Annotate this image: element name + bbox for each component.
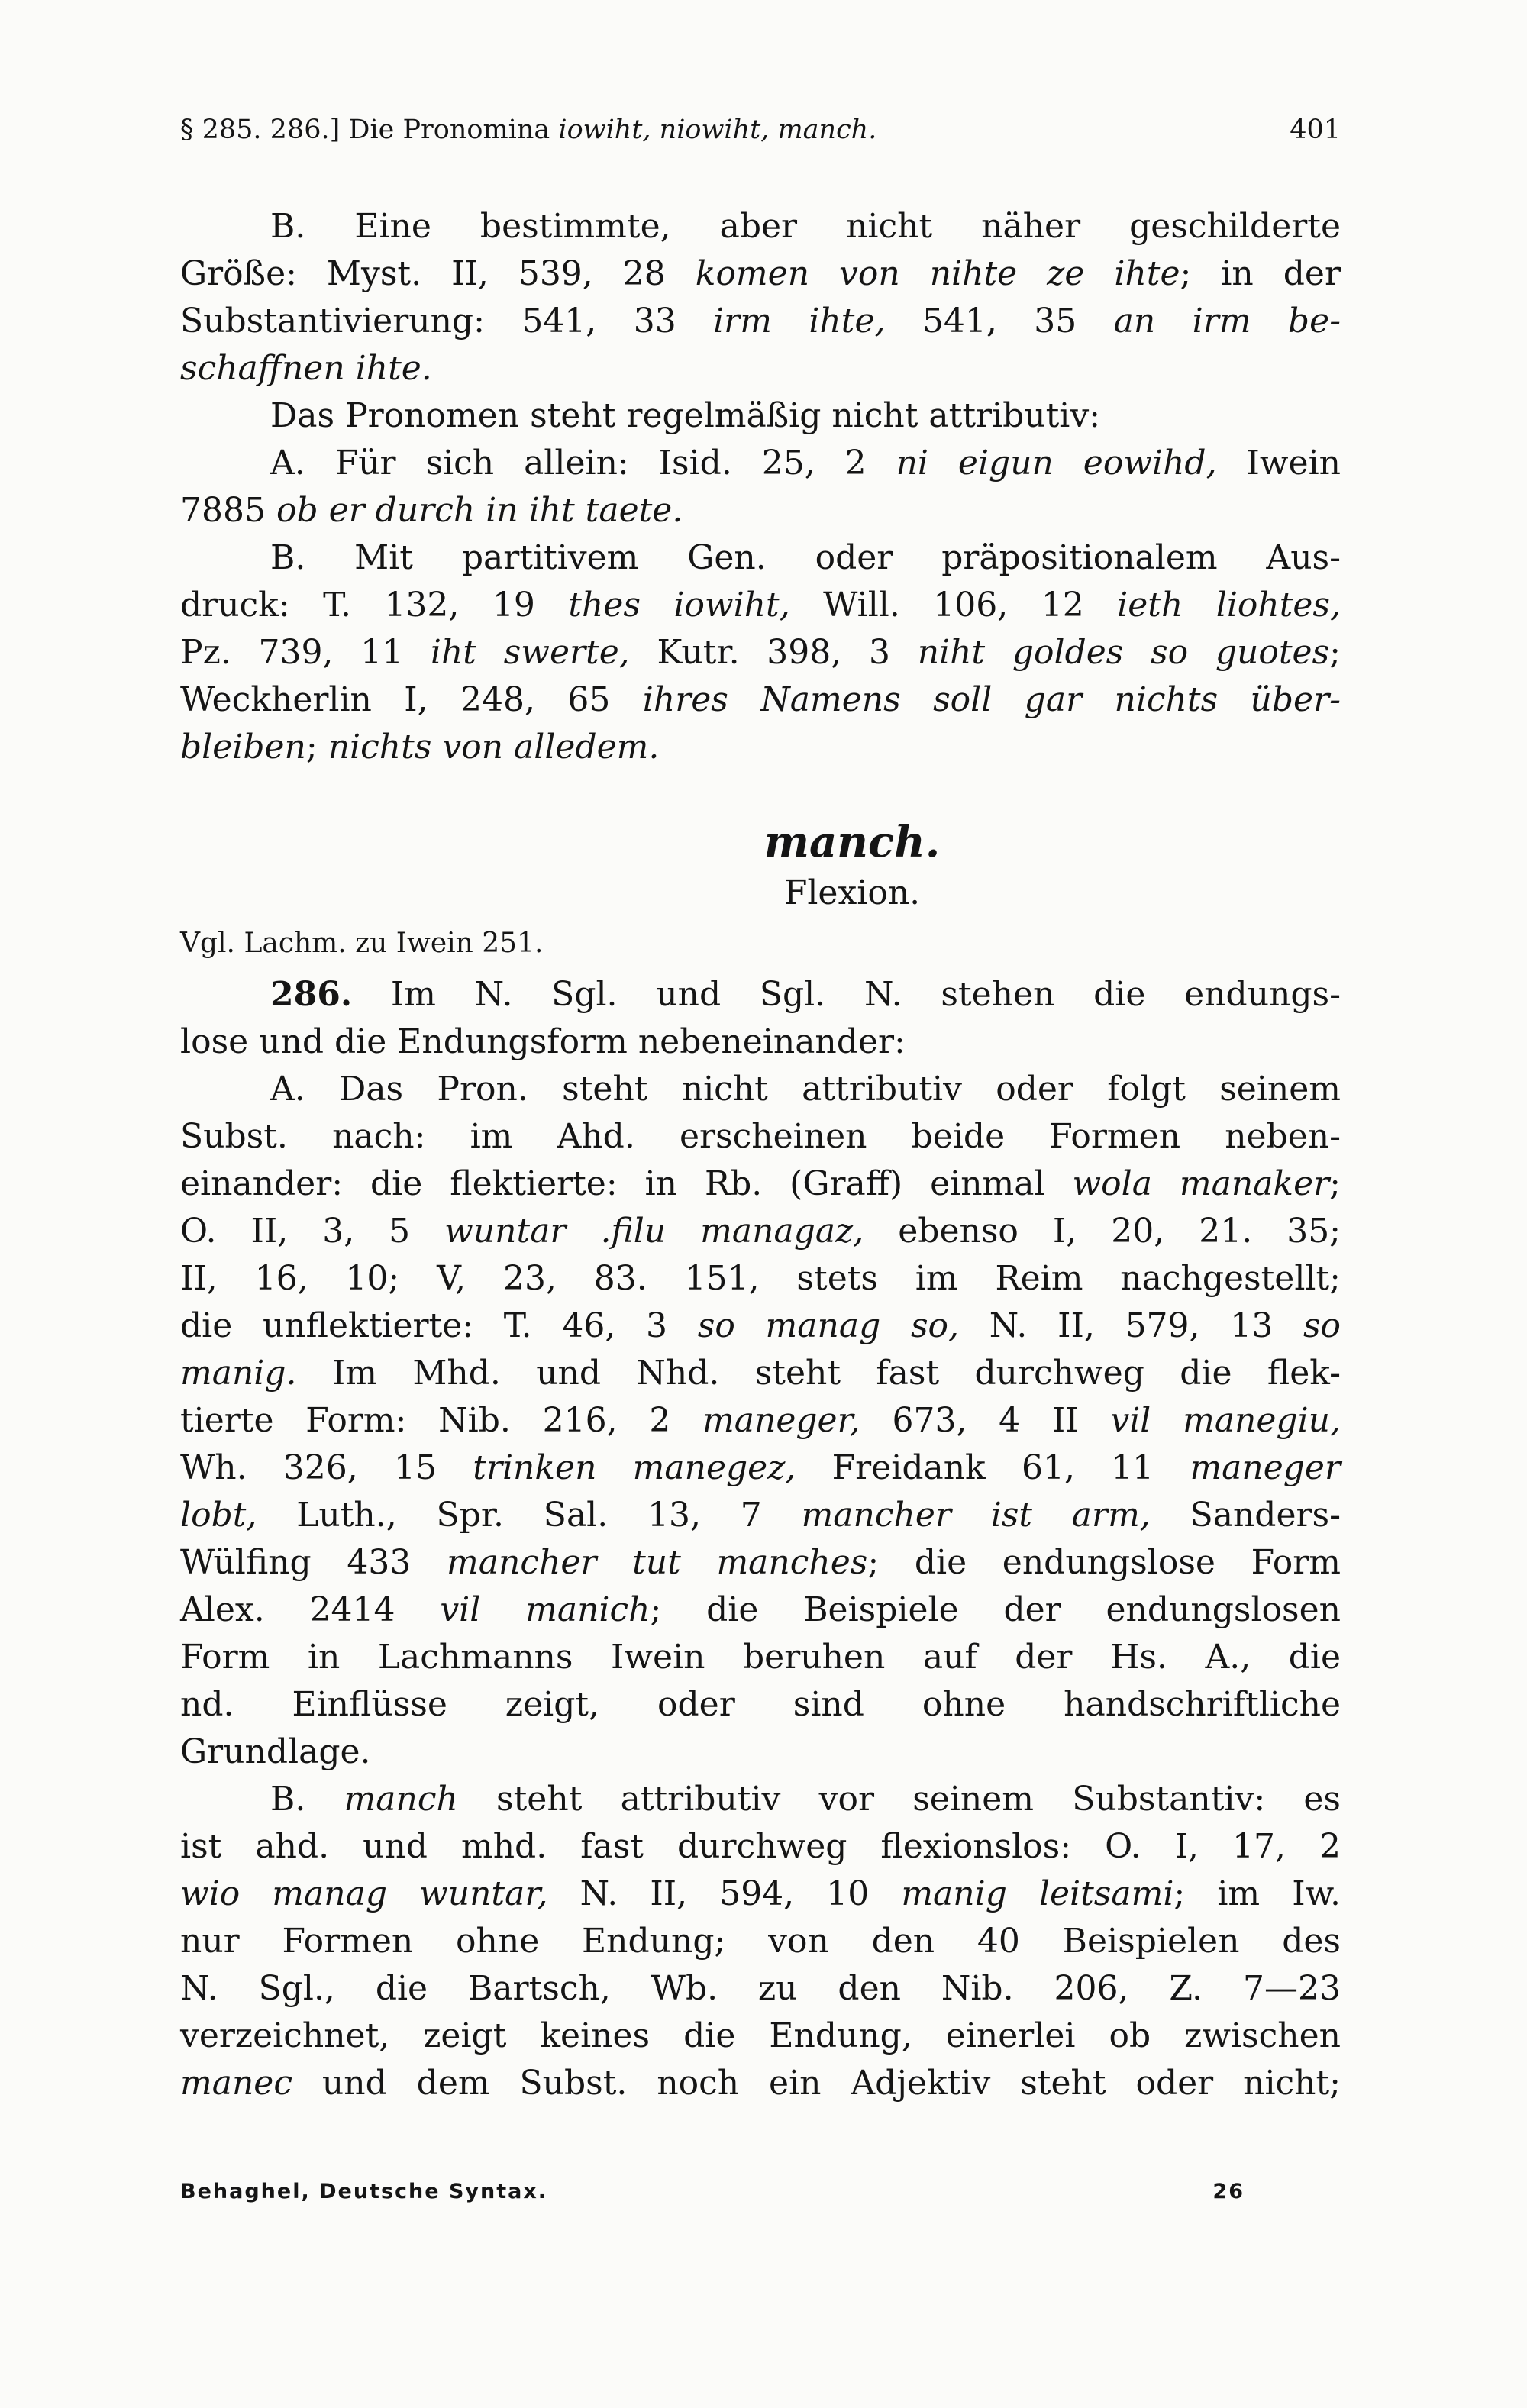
- text-line: [180, 392, 1341, 440]
- text-span: ; im Iw.: [1173, 1874, 1341, 1913]
- italic-citation: schaffnen ihte.: [180, 349, 432, 388]
- text-line: [180, 1397, 1341, 1444]
- text-span: verzeichnet, zeigt keines die Endung, einerlei ob zwischen: [180, 2016, 1341, 2055]
- italic-citation: mancher tut manches: [447, 1543, 868, 1582]
- text-span: Substantivierung: 541, 33: [180, 302, 714, 341]
- text-line: [180, 1113, 1341, 1160]
- italic-citation: ieth liohtes,: [1117, 586, 1341, 625]
- text-span: die unflektierte: T. 46, 3: [180, 1306, 698, 1345]
- italic-citation: manig.: [180, 1354, 297, 1393]
- italic-citation: maneger,: [702, 1401, 860, 1440]
- text-line: [180, 1492, 1341, 1539]
- running-head-prefix: § 285. 286.] Die Pronomina: [180, 115, 559, 145]
- text-span: A. Das Pron. steht nicht attributiv oder folgt seinem: [270, 1070, 1341, 1109]
- text-span: ist ahd. und mhd. fast durchweg flexionslos: O. I, 17, 2: [180, 1827, 1341, 1866]
- text-line: [180, 534, 1341, 582]
- text-span: Im N. Sgl. und Sgl. N. stehen die endungs-: [352, 975, 1341, 1014]
- text-span: Pz. 739, 11: [180, 633, 431, 672]
- text-span: Grundlage.: [180, 1732, 371, 1771]
- text-span: Iwein: [1216, 444, 1341, 483]
- text-span: Wülfing 433: [180, 1543, 447, 1582]
- text-span: Luth., Spr. Sal. 13, 7: [257, 1496, 802, 1535]
- footer-sheet-number: 26: [1212, 2180, 1245, 2203]
- text-line: [180, 1634, 1341, 1681]
- text-span: N. II, 579, 13: [959, 1306, 1303, 1345]
- italic-citation: bleiben: [180, 728, 306, 767]
- text-line: [180, 1302, 1341, 1350]
- page: [180, 107, 1341, 2107]
- text-span: einander: die flektierte: in Rb. (Graff) einmal: [180, 1164, 1073, 1203]
- text-line: [180, 1539, 1341, 1587]
- text-span: 7885: [180, 491, 276, 530]
- running-head: [180, 107, 1341, 153]
- text-line: [180, 440, 1341, 487]
- text-line: [180, 676, 1341, 724]
- text-span: Das Pronomen steht regelmäßig nicht attributiv:: [270, 396, 1101, 435]
- section-title: manch.: [764, 817, 941, 867]
- paragraph-number: 286.: [270, 975, 353, 1014]
- text-line: [180, 1587, 1341, 1634]
- text-line: [180, 298, 1341, 345]
- text-line: [180, 971, 1341, 1018]
- text-span: Form in Lachmanns Iwein beruhen auf der Hs. A., die: [180, 1638, 1341, 1677]
- italic-citation: ob er durch in iht taete.: [276, 491, 683, 530]
- text-line: [180, 1729, 1341, 1776]
- text-span: ;: [1329, 1164, 1341, 1203]
- text-line: [180, 629, 1341, 676]
- italic-citation: an irm be-: [1113, 302, 1341, 341]
- text-span: ; die Beispiele der endungslosen: [650, 1590, 1341, 1629]
- text-line: [180, 1018, 1341, 1066]
- running-head-italic: iowiht, niowiht, manch.: [558, 115, 877, 145]
- text-span: N. II, 594, 10: [547, 1874, 902, 1913]
- text-line: [180, 203, 1341, 250]
- text-span: 673, 4 II: [860, 1401, 1111, 1440]
- text-line: [180, 345, 1341, 392]
- text-line: [180, 1066, 1341, 1113]
- text-span: lose und die Endungsform nebeneinander:: [180, 1022, 906, 1061]
- text-span: Freidank 61, 11: [796, 1448, 1190, 1487]
- italic-citation: iht swerte,: [430, 633, 630, 672]
- text-span: druck: T. 132, 19: [180, 586, 569, 625]
- text-span: Weckherlin I, 248, 65: [180, 680, 643, 719]
- text-block-manch: [180, 971, 1341, 2107]
- footer-signature: Behaghel, Deutsche Syntax.: [180, 2180, 548, 2203]
- text-line: [180, 1444, 1341, 1492]
- text-span: 541, 35: [885, 302, 1114, 341]
- text-span: ebenso I, 20, 21. 35;: [864, 1212, 1341, 1251]
- text-line: [180, 1776, 1341, 1823]
- italic-citation: thes iowiht,: [568, 586, 790, 625]
- italic-citation: so: [1303, 1306, 1341, 1345]
- text-span: ; in der: [1180, 254, 1341, 293]
- text-span: nd. Einflüsse zeigt, oder sind ohne handschriftliche: [180, 1685, 1341, 1724]
- italic-citation: niht goldes so guotes: [917, 633, 1330, 672]
- text-span: Größe: Myst. II, 539, 28: [180, 254, 696, 293]
- text-span: Wh. 326, 15: [180, 1448, 473, 1487]
- text-line: [180, 1918, 1341, 1965]
- text-line: [180, 487, 1341, 534]
- text-span: ;: [1329, 633, 1341, 672]
- reference-note: Vgl. Lachm. zu Iwein 251.: [180, 928, 544, 959]
- italic-citation: manec: [180, 2064, 292, 2103]
- italic-citation: mancher ist arm,: [801, 1496, 1151, 1535]
- text-line: [180, 582, 1341, 629]
- italic-citation: nichts von alledem.: [328, 728, 660, 767]
- text-span: nur Formen ohne Endung; von den 40 Beispielen des: [180, 1922, 1341, 1961]
- text-span: und dem Subst. noch ein Adjektiv steht oder nicht;: [292, 2064, 1341, 2103]
- text-span: O. II, 3, 5: [180, 1212, 445, 1251]
- text-span: N. Sgl., die Bartsch, Wb. zu den Nib. 206, Z. 7—23: [180, 1969, 1341, 2008]
- italic-citation: irm ihte,: [713, 302, 886, 341]
- page-number: 401: [1290, 115, 1341, 145]
- text-line: [180, 2013, 1341, 2060]
- text-span: Kutr. 398, 3: [629, 633, 918, 672]
- text-line: [180, 1208, 1341, 1255]
- text-span: A. Für sich allein: Isid. 25, 2: [270, 444, 896, 483]
- text-line: [180, 1871, 1341, 1918]
- italic-citation: ihres Namens soll gar nichts über-: [642, 680, 1341, 719]
- text-span: ;: [305, 728, 328, 767]
- italic-citation: maneger: [1190, 1448, 1341, 1487]
- text-span: Sanders-: [1150, 1496, 1341, 1535]
- running-head-title: [180, 107, 876, 153]
- italic-citation: vil manich: [440, 1590, 651, 1629]
- italic-citation: lobt,: [180, 1496, 257, 1535]
- text-span: Im Mhd. und Nhd. steht fast durchweg die flek-: [296, 1354, 1341, 1393]
- text-line: [180, 1681, 1341, 1729]
- text-span: B.: [270, 1780, 344, 1819]
- italic-citation: vil manegiu,: [1110, 1401, 1341, 1440]
- text-span: ; die endungslose Form: [867, 1543, 1341, 1582]
- text-line: [180, 1255, 1341, 1302]
- text-span: B. Eine bestimmte, aber nicht näher geschilderte: [270, 207, 1341, 246]
- italic-citation: manch: [344, 1780, 458, 1819]
- italic-citation: wio manag wuntar,: [180, 1874, 548, 1913]
- text-span: B. Mit partitivem Gen. oder präpositionalem Aus-: [270, 538, 1341, 577]
- text-span: Alex. 2414: [180, 1590, 441, 1629]
- page-footer: [180, 2180, 1245, 2203]
- section-subtitle: Flexion.: [783, 873, 921, 912]
- text-block-pronomina: [180, 203, 1341, 771]
- text-line: [180, 1823, 1341, 1871]
- text-line: [180, 1160, 1341, 1208]
- text-span: Subst. nach: im Ahd. erscheinen beide Formen neben-: [180, 1117, 1341, 1156]
- italic-citation: trinken manegez,: [473, 1448, 796, 1487]
- text-span: Will. 106, 12: [789, 586, 1118, 625]
- italic-citation: wola manaker: [1072, 1164, 1330, 1203]
- text-line: [180, 724, 1341, 771]
- text-line: [180, 2060, 1341, 2107]
- italic-citation: manig leitsami: [901, 1874, 1174, 1913]
- text-line: [180, 250, 1341, 298]
- text-span: II, 16, 10; V, 23, 83. 151, stets im Reim nachgestellt;: [180, 1259, 1341, 1298]
- italic-citation: wuntar .filu managaz,: [444, 1212, 864, 1251]
- text-line: [180, 1350, 1341, 1397]
- italic-citation: so manag so,: [697, 1306, 960, 1345]
- text-span: steht attributiv vor seinem Substantiv: es: [457, 1780, 1341, 1819]
- text-line: [180, 1965, 1341, 2013]
- italic-citation: komen von nihte ze ihte: [695, 254, 1180, 293]
- text-span: tierte Form: Nib. 216, 2: [180, 1401, 703, 1440]
- italic-citation: ni eigun eowihd,: [896, 444, 1217, 483]
